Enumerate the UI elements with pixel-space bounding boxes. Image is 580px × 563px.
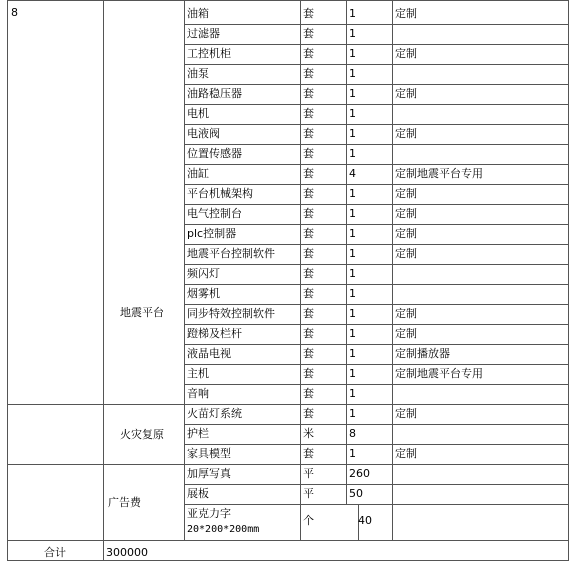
item-unit: 套 (303, 87, 314, 100)
item-note: 定制 (395, 447, 417, 460)
item-qty: 1 (349, 287, 356, 300)
grid-line (184, 364, 569, 365)
grid-line (7, 464, 569, 465)
item-name: 火苗灯系统 (187, 407, 242, 420)
grid-line (103, 540, 104, 561)
item-unit: 套 (303, 247, 314, 260)
item-note: 定制 (395, 87, 417, 100)
grid-line (184, 284, 569, 285)
grid-line (7, 540, 569, 541)
grid-line (7, 560, 569, 561)
item-qty: 1 (349, 67, 356, 80)
grid-line (184, 424, 569, 425)
grid-line (184, 244, 569, 245)
item-name: 亚克力字 (187, 507, 231, 520)
item-name: 油箱 (187, 7, 209, 20)
grid-line (103, 0, 104, 541)
item-note: 定制 (395, 207, 417, 220)
grid-line (184, 224, 569, 225)
item-unit: 套 (303, 187, 314, 200)
item-unit: 平 (303, 487, 314, 500)
grid-line (184, 324, 569, 325)
item-name: 电机 (187, 107, 209, 120)
item-name: 液晶电视 (187, 347, 231, 360)
item-name: 烟雾机 (187, 287, 220, 300)
grid-line (184, 184, 569, 185)
grid-line (7, 0, 569, 1)
item-unit: 套 (303, 27, 314, 40)
item-name: 过滤器 (187, 27, 220, 40)
grid-line (184, 264, 569, 265)
item-unit: 套 (303, 7, 314, 20)
item-qty: 260 (349, 467, 370, 480)
item-unit: 套 (303, 407, 314, 420)
item-qty: 1 (349, 7, 356, 20)
grid-line (300, 0, 301, 541)
item-qty: 1 (349, 307, 356, 320)
item-note: 定制 (395, 327, 417, 340)
grid-line (184, 444, 569, 445)
item-name: 地震平台控制软件 (187, 247, 275, 260)
item-unit: 米 (303, 427, 314, 440)
item-unit: 套 (303, 207, 314, 220)
grid-line (184, 24, 569, 25)
grid-line (184, 504, 569, 505)
item-note: 定制 (395, 307, 417, 320)
item-name: 蹬梯及栏杆 (187, 327, 242, 340)
item-note: 定制 (395, 47, 417, 60)
group-number: 8 (11, 6, 18, 19)
grid-line (184, 344, 569, 345)
group-name-advertising: 广告费 (108, 496, 141, 509)
item-unit: 套 (303, 167, 314, 180)
item-qty: 1 (349, 27, 356, 40)
item-name: 展板 (187, 487, 209, 500)
item-qty: 4 (349, 167, 356, 180)
grid-line (184, 204, 569, 205)
item-qty: 50 (349, 487, 363, 500)
item-name: 频闪灯 (187, 267, 220, 280)
item-unit: 套 (303, 227, 314, 240)
item-note: 定制 (395, 247, 417, 260)
grid-line (346, 0, 347, 505)
item-name: 油路稳压器 (187, 87, 242, 100)
group-name-earthquake-platform: 地震平台 (120, 306, 164, 319)
item-note: 定制 (395, 187, 417, 200)
item-name: 工控机柜 (187, 47, 231, 60)
item-note: 定制播放器 (395, 347, 450, 360)
item-qty: 1 (349, 87, 356, 100)
grid-line (184, 304, 569, 305)
item-unit: 套 (303, 287, 314, 300)
grid-line (184, 44, 569, 45)
item-unit: 套 (303, 307, 314, 320)
item-name: 加厚写真 (187, 467, 231, 480)
item-note: 定制 (395, 127, 417, 140)
item-qty: 40 (358, 514, 372, 527)
item-name: 护栏 (187, 427, 209, 440)
item-name: 音响 (187, 387, 209, 400)
grid-line (7, 0, 8, 561)
item-name: 位置传感器 (187, 147, 242, 160)
item-name: 油缸 (187, 167, 209, 180)
group-name-fire-restore: 火灾复原 (120, 428, 164, 441)
item-unit: 套 (303, 387, 314, 400)
item-qty: 1 (349, 207, 356, 220)
item-name: 电液阀 (187, 127, 220, 140)
item-qty: 1 (349, 347, 356, 360)
item-qty: 1 (349, 147, 356, 160)
grid-line (184, 0, 185, 541)
item-unit: 套 (303, 347, 314, 360)
item-name: 同步特效控制软件 (187, 307, 275, 320)
grid-line (184, 164, 569, 165)
item-note: 定制 (395, 407, 417, 420)
item-unit: 套 (303, 367, 314, 380)
item-name-spec: 20*200*200mm (187, 524, 260, 535)
item-name: plc控制器 (187, 227, 237, 240)
item-qty: 1 (349, 267, 356, 280)
grid-line (184, 124, 569, 125)
item-unit: 套 (303, 447, 314, 460)
item-qty: 8 (349, 427, 356, 440)
grid-line (7, 404, 569, 405)
grid-line (184, 384, 569, 385)
item-qty: 1 (349, 227, 356, 240)
item-qty: 1 (349, 107, 356, 120)
item-note: 定制 (395, 227, 417, 240)
item-unit: 套 (303, 47, 314, 60)
total-value: 300000 (106, 546, 148, 559)
item-qty: 1 (349, 407, 356, 420)
item-unit: 套 (303, 327, 314, 340)
item-qty: 1 (349, 447, 356, 460)
item-qty: 1 (349, 187, 356, 200)
grid-line (184, 484, 569, 485)
item-name: 电气控制台 (187, 207, 242, 220)
item-qty: 1 (349, 327, 356, 340)
item-unit: 套 (303, 127, 314, 140)
item-unit: 个 (303, 514, 314, 527)
item-unit: 套 (303, 267, 314, 280)
item-name: 平台机械架构 (187, 187, 253, 200)
grid-line (184, 84, 569, 85)
item-qty: 1 (349, 47, 356, 60)
item-name: 油泵 (187, 67, 209, 80)
item-note: 定制地震平台专用 (395, 167, 483, 180)
total-label: 合计 (44, 546, 66, 559)
grid-line (392, 0, 393, 541)
item-unit: 套 (303, 147, 314, 160)
item-name: 家具模型 (187, 447, 231, 460)
grid-line (184, 104, 569, 105)
grid-line (184, 64, 569, 65)
item-qty: 1 (349, 247, 356, 260)
item-qty: 1 (349, 387, 356, 400)
item-qty: 1 (349, 127, 356, 140)
item-unit: 套 (303, 67, 314, 80)
item-unit: 平 (303, 467, 314, 480)
item-unit: 套 (303, 107, 314, 120)
item-note: 定制地震平台专用 (395, 367, 483, 380)
item-name: 主机 (187, 367, 209, 380)
grid-line (568, 0, 569, 561)
item-note: 定制 (395, 7, 417, 20)
item-qty: 1 (349, 367, 356, 380)
grid-line (184, 144, 569, 145)
